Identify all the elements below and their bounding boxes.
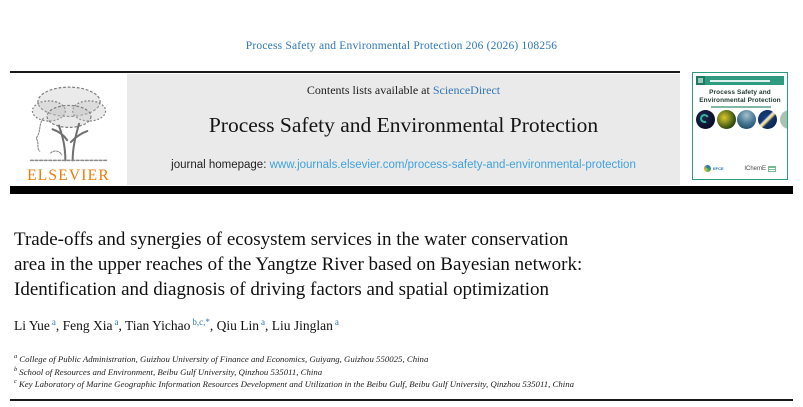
journal-title: Process Safety and Environmental Protection — [208, 113, 599, 137]
cover-top-band — [696, 76, 784, 85]
author-superscript: a — [334, 316, 339, 327]
globe-icon — [758, 110, 777, 129]
affiliation-text: College of Public Administration, Guizhou University of Finance and Economics, Guiyang, Guizhou 550025, China — [19, 354, 429, 364]
journal-cover-thumbnail[interactable] — [692, 72, 788, 180]
elsevier-logo[interactable] — [10, 74, 127, 185]
author-name: Feng Xia — [62, 318, 113, 333]
article-title — [14, 227, 694, 302]
author — [125, 318, 217, 333]
author-name: Li Yue — [14, 318, 50, 333]
icheme-logo — [744, 165, 776, 172]
author — [272, 318, 339, 333]
affiliation-line — [14, 366, 744, 379]
affiliation-text: Key Laboratory of Marine Geographic Information Resources Development and Utilization in the Beibu Gulf, Beibu Gulf University, Qinzhou 535011, China — [18, 379, 575, 389]
cover-globes-row — [696, 110, 777, 129]
affiliation-superscript: a — [14, 353, 18, 361]
homepage-line — [127, 159, 680, 171]
cover-title-line2: Environmental Protection — [699, 96, 781, 104]
sciencedirect-link[interactable]: ScienceDirect — [432, 83, 501, 97]
author-separator: , — [209, 318, 217, 333]
header-divider-bar — [10, 186, 793, 194]
author-superscript: b,c,* — [192, 316, 210, 327]
elsevier-wordmark: ELSEVIER — [27, 167, 110, 184]
icheme-label: IChemE — [744, 165, 766, 172]
homepage-link[interactable]: www.journals.elsevier.com/process-safety-and-environmental-protection — [269, 159, 636, 171]
author-superscript: a — [261, 316, 266, 327]
partial-circle-icon — [780, 110, 788, 129]
author — [63, 318, 125, 333]
homepage-label: journal homepage: — [171, 159, 270, 171]
globe-icon — [737, 110, 756, 129]
author-superscript: a — [114, 316, 119, 327]
affiliation-superscript: b — [14, 365, 18, 373]
cover-logos-row — [693, 165, 787, 172]
author-name: Qiu Lin — [216, 318, 260, 333]
author — [217, 318, 272, 333]
cover-subtitle-bar — [711, 106, 771, 108]
author-separator: , — [265, 318, 272, 333]
author — [14, 318, 63, 333]
affiliations-bottom-rule — [10, 399, 793, 401]
author-superscript: a — [51, 316, 56, 327]
efce-label: EFCE — [713, 166, 724, 171]
article-title-line: Identification and diagnosis of driving factors and spatial optimization — [14, 279, 550, 300]
banner-center — [127, 74, 680, 185]
contents-line-prefix: Contents lists available at — [306, 83, 433, 97]
affiliation-line — [14, 353, 744, 366]
author-name: Liu Jinglan — [271, 318, 333, 333]
elsevier-tree-icon — [23, 78, 115, 169]
journal-banner — [10, 74, 680, 185]
affiliation-superscript: c — [14, 378, 17, 386]
author-separator: , — [55, 318, 63, 333]
article-title-line: area in the upper reaches of the Yangtze River based on Bayesian network: — [14, 254, 583, 275]
authors-line — [14, 318, 714, 334]
affiliations — [14, 353, 744, 391]
author-name: Tian Yichao — [125, 318, 191, 333]
cover-title-line1: Process Safety and — [709, 89, 771, 96]
article-title-line: Trade-offs and synergies of ecosystem services in the water conservation — [14, 229, 569, 250]
globe-icon — [696, 110, 715, 129]
banner-top-rule — [10, 71, 680, 73]
efce-logo-icon — [704, 165, 711, 172]
icheme-logo-icon — [768, 166, 776, 172]
globe-icon — [717, 110, 736, 129]
running-head-citation: Process Safety and Environmental Protection 206 (2026) 108256 — [245, 40, 558, 52]
affiliation-text: School of Resources and Environment, Beibu Gulf University, Qinzhou 535011, China — [19, 366, 323, 377]
efce-logo — [704, 165, 724, 172]
author-separator: , — [118, 318, 126, 333]
cover-title — [693, 89, 787, 104]
cover-band-logo-icon — [696, 76, 705, 85]
cover-band-text-bar — [710, 80, 770, 82]
contents-line — [127, 83, 680, 98]
affiliation-line — [14, 378, 744, 391]
